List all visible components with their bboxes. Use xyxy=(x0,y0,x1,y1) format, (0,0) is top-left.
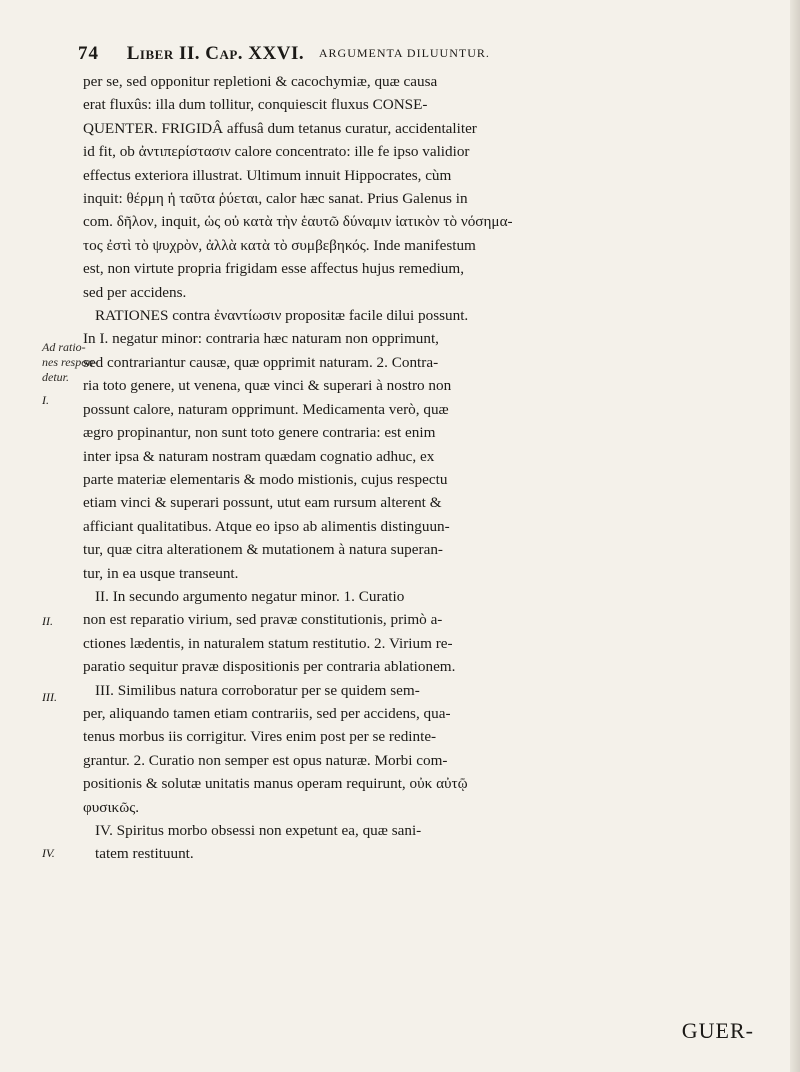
text-line: φυσικῶς. xyxy=(83,798,140,816)
text-line: sed contrariantur causæ, quæ opprimit naturam. 2. Contra- xyxy=(83,353,439,371)
text-line: per, aliquando tamen etiam contrariis, sed per accidens, qua- xyxy=(83,704,451,722)
text-line: RATIONES contra ἐναντίωσιν propositæ facile dilui possunt. xyxy=(95,307,469,325)
text-line: inquit: θέρμη ἡ ταῦτα ῥύεται, calor hæc sanat. Prius Galenus in xyxy=(83,190,468,208)
text-line: tenus morbus iis corrigitur. Vires enim post per se redinte- xyxy=(83,728,437,746)
text-line: possunt calore, naturam opprimunt. Medicamenta verò, quæ xyxy=(83,400,449,418)
running-title: Liber II. Cap. XXVI. xyxy=(126,43,305,64)
margin-note-line: detur. xyxy=(42,370,69,384)
text-line: ægro propinantur, non sunt toto genere contraria: est enim xyxy=(83,424,436,442)
text-line: tatem restituunt. xyxy=(95,845,194,863)
text-line: etiam vinci & superari possunt, utut eam rursum alterent & xyxy=(83,494,442,512)
margin-roman-iii: III. xyxy=(42,690,57,704)
margin-roman-ii: II. xyxy=(42,614,53,628)
text-line: parte materiæ elementaris & modo mistionis, cujus respectu xyxy=(83,470,448,488)
text-line: τος ἐστὶ τὸ ψυχρὸν, ἀλλὰ κατὰ τὸ συμβεβηκός. Inde manifestum xyxy=(83,236,476,254)
page-body-text xyxy=(83,70,773,866)
text-line: tur, in ea usque transeunt. xyxy=(83,564,239,582)
margin-roman-i: I. xyxy=(42,393,49,407)
margin-roman-iv: IV. xyxy=(42,846,55,860)
text-line: effectus exteriora illustrat. Ultimum innuit Hippocrates, cùm xyxy=(83,166,452,184)
text-line: IV. Spiritus morbo obsessi non expetunt ea, quæ sani- xyxy=(95,822,422,839)
running-header xyxy=(78,44,778,72)
text-line: grantur. 2. Curatio non semper est opus naturæ. Morbi com- xyxy=(83,751,448,769)
text-line: erat fluxûs: illa dum tollitur, conquiescit fluxus CONSE- xyxy=(83,96,428,114)
text-line: com. δῆλον, inquit, ὡς οὐ κατὰ τὴν ἑαυτῶ δύναμιν ἰατικὸν τὸ νόσημα- xyxy=(83,213,513,231)
text-line: afficiant qualitatibus. Atque eo ipso ab alimentis distinguun- xyxy=(83,517,450,535)
text-line: ria toto genere, ut venena, quæ vinci & superari à nostro non xyxy=(83,377,452,395)
text-line: non est reparatio virium, sed pravæ constitutionis, primò a- xyxy=(83,611,443,629)
catchword: GUER- xyxy=(681,1018,754,1043)
text-line: est, non virtute propria frigidam esse affectus hujus remedium, xyxy=(83,260,464,278)
text-line: tur, quæ citra alterationem & mutationem à natura superan- xyxy=(83,541,443,559)
page-edge xyxy=(790,0,800,1072)
text-line: III. Similibus natura corroboratur per se quidem sem- xyxy=(95,681,420,699)
text-line: In I. negatur minor: contraria hæc naturam non opprimunt, xyxy=(83,330,439,348)
running-subject: ARGUMENTA DILUUNTUR. xyxy=(318,46,490,60)
margin-note-line: nes respon- xyxy=(42,355,98,369)
page-number: 74 xyxy=(78,43,99,64)
margin-note-ad-rationes xyxy=(42,340,98,385)
text-line: ctiones lædentis, in naturalem statum restitutio. 2. Virium re- xyxy=(83,634,453,652)
text-line: II. In secundo argumento negatur minor. 1. Curatio xyxy=(95,587,405,605)
text-line: inter ipsa & naturam nostram quædam cognatio adhuc, ex xyxy=(83,447,435,465)
margin-note-line: Ad ratio- xyxy=(42,340,86,354)
text-line: paratio sequitur pravæ dispositionis per contraria ablationem. xyxy=(83,658,456,676)
text-line: sed per accidens. xyxy=(83,283,187,301)
text-line: per se, sed opponitur repletioni & cacochymiæ, quæ causa xyxy=(83,73,438,90)
text-line: id fit, ob ἀντιπερίστασιν calore concentrato: ille fe ipso validior xyxy=(83,143,470,161)
text-line: QUENTER. FRIGIDÂ affusâ dum tetanus curatur, accidentaliter xyxy=(83,119,477,137)
text-line: positionis & solutæ unitatis manus operam requirunt, οὐκ αὐτῷ xyxy=(83,775,468,793)
